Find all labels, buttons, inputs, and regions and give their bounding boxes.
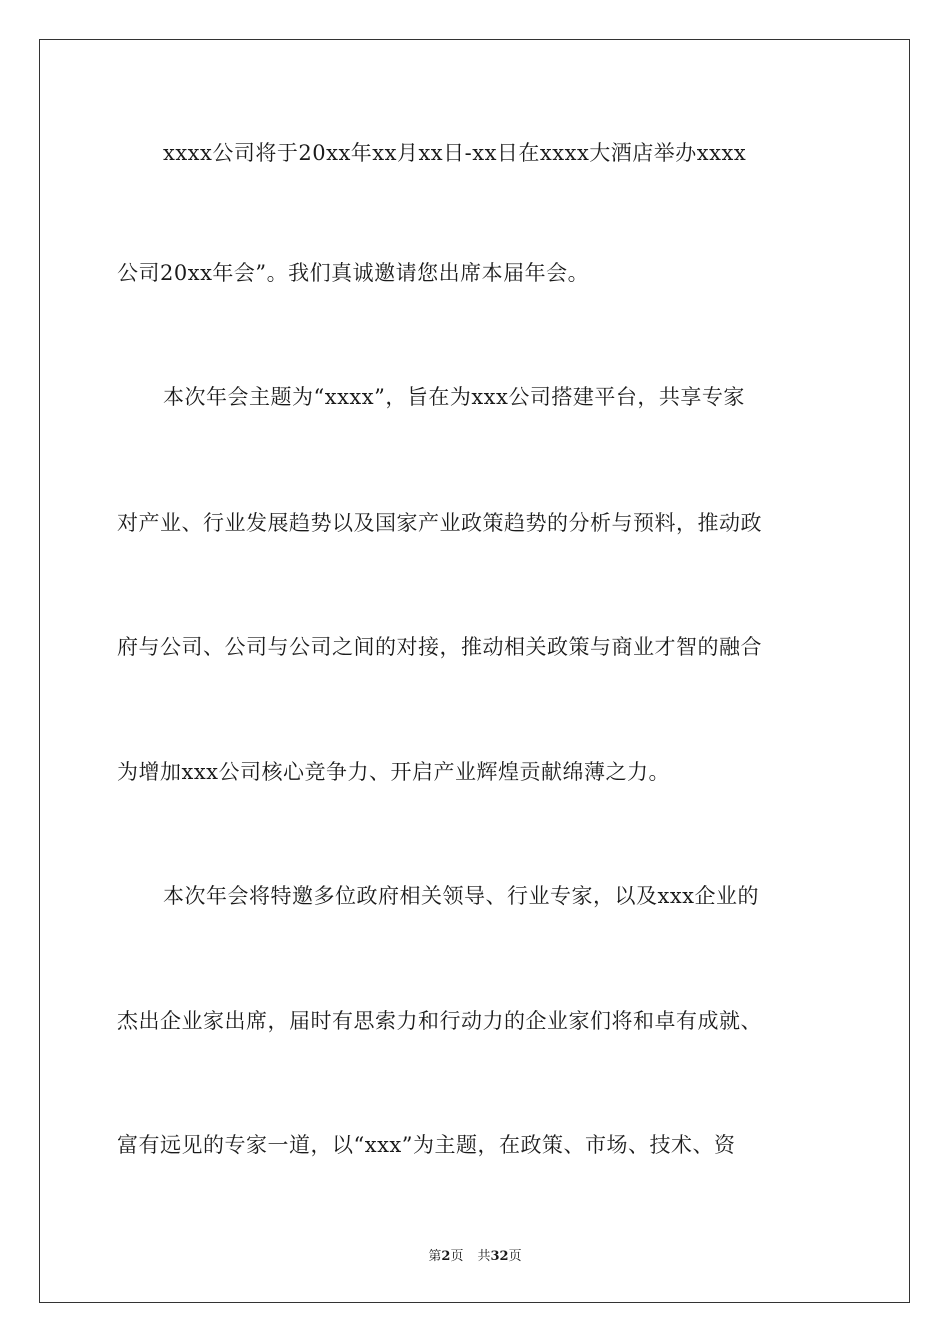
paragraph-3-line-3: 富有远见的专家一道，以“xxx”为主题，在政策、市场、技术、资: [117, 1133, 736, 1157]
page-border: [39, 39, 910, 1303]
footer-page-prefix: 第: [428, 1249, 442, 1264]
paragraph-2-line-4: 为增加xxx公司核心竞争力、开启产业辉煌贡献绵薄之力。: [117, 760, 671, 784]
paragraph-2-line-3: 府与公司、公司与公司之间的对接，推动相关政策与商业才智的融合: [117, 635, 762, 659]
paragraph-1-line-2: 公司20xx年会”。我们真诚邀请您出席本届年会。: [117, 261, 590, 285]
footer-total-prefix: 共: [477, 1249, 491, 1264]
paragraph-2-line-1: 本次年会主题为“xxxx”，旨在为xxx公司搭建平台，共享专家: [163, 385, 745, 409]
footer-page-suffix: 页: [450, 1249, 464, 1264]
paragraph-2-line-2: 对产业、行业发展趋势以及国家产业政策趋势的分析与预料，推动政: [117, 511, 762, 535]
paragraph-1-line-1: xxxx公司将于20xx年xx月xx日-xx日在xxxx大酒店举办xxxx: [163, 141, 747, 165]
footer-page-number: 2: [441, 1249, 451, 1264]
paragraph-3-line-1: 本次年会将特邀多位政府相关领导、行业专家，以及xxx企业的: [163, 884, 760, 908]
paragraph-3-line-2: 杰出企业家出席，届时有思索力和行动力的企业家们将和卓有成就、: [117, 1009, 762, 1033]
page-footer: [0, 1248, 950, 1266]
footer-total-pages: 32: [490, 1249, 509, 1264]
footer-total-suffix: 页: [508, 1249, 522, 1264]
